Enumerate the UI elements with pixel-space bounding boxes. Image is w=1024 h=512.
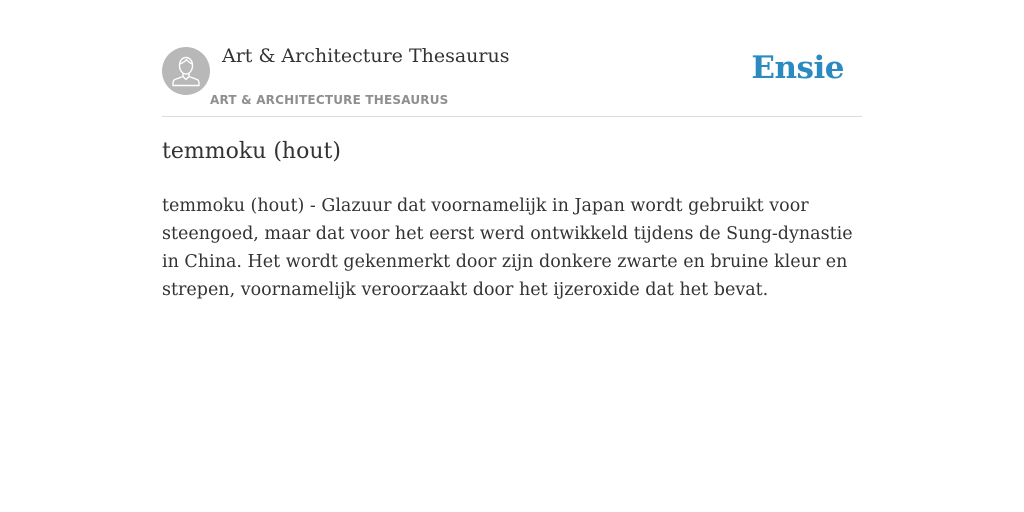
source-header xyxy=(162,0,862,117)
source-title-link[interactable]: Art & Architecture Thesaurus xyxy=(222,45,510,67)
page-title: temmoku (hout) xyxy=(162,139,341,164)
ensie-logo[interactable]: Ensie xyxy=(751,50,844,86)
avatar[interactable] xyxy=(162,47,210,95)
source-subtitle-link[interactable]: ART & ARCHITECTURE THESAURUS xyxy=(210,93,449,107)
user-avatar-icon xyxy=(162,47,210,95)
definition-text: temmoku (hout) - Glazuur dat voornamelijk in Japan wordt gebruikt voor steengoed, maar dat voor het eerst werd ontwikkeld tijdens de Sung-dynastie in China. Het wordt gekenmerkt door zijn donkere zwarte en bruine kleur en strepen, voornamelijk veroorzaakt door het ijzeroxide dat het bevat. xyxy=(162,196,853,300)
